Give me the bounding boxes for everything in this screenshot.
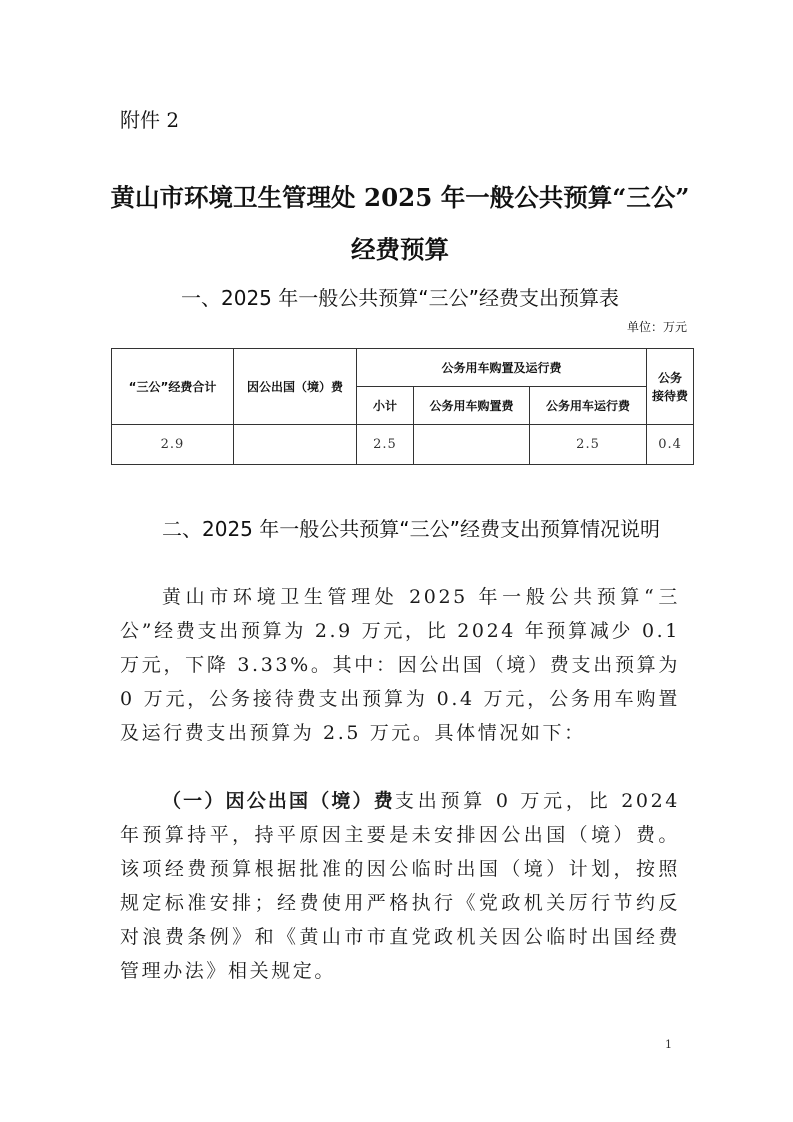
cell-vehicle-purchase — [414, 425, 530, 465]
cell-reception: 0.4 — [647, 425, 694, 465]
cell-overseas — [234, 425, 357, 465]
cell-vehicle-subtotal: 2.5 — [357, 425, 414, 465]
attachment-label: 附件 2 — [120, 108, 180, 132]
table-header-row — [112, 349, 694, 387]
unit-label: 单位：万元 — [626, 320, 687, 334]
cell-vehicle-operation: 2.5 — [530, 425, 647, 465]
paragraph-overseas-lead: （一）因公出国（境）费 — [162, 790, 395, 812]
cell-total: 2.9 — [112, 425, 234, 465]
header-vehicle-purchase: 公务用车购置费 — [414, 387, 530, 425]
header-vehicle-operation: 公务用车运行费 — [530, 387, 647, 425]
paragraph-summary: 黄山市环境卫生管理处 2025 年一般公共预算“三公”经费支出预算为 2.9 万元，比 2024 年预算减少 0.1 万元，下降 3.33%。其中：因公出国（境）费支出预算为 0 万元，公务接待费支出预算为 0.4 万元，公务用车购置及运行费支出预算为 2.5 万元。具体情况如下： — [120, 586, 680, 744]
header-vehicle-subtotal: 小计 — [357, 387, 414, 425]
document-title — [110, 172, 690, 276]
section2-heading: 二、2025 年一般公共预算“三公”经费支出预算情况说明 — [162, 517, 660, 541]
document-title-line2: 经费预算 — [351, 235, 449, 264]
header-vehicle-group: 公务用车购置及运行费 — [357, 349, 647, 387]
document-title-line1: 黄山市环境卫生管理处 2025 年一般公共预算“三公” — [110, 183, 690, 212]
table-row — [112, 425, 694, 465]
paragraph-overseas — [120, 784, 680, 988]
paragraph-overseas-body: 支出预算 0 万元，比 2024 年预算持平，持平原因主要是未安排因公出国（境）费。该项经费预算根据批准的因公临时出国（境）计划，按照规定标准安排；经费使用严格执行《党政机关厉行节约反对浪费条例》和《黄山市市直党政机关因公临时出国经费管理办法》相关规定。 — [120, 790, 680, 982]
page-number: 1 — [665, 1038, 672, 1051]
section1-heading: 一、2025 年一般公共预算“三公”经费支出预算表 — [181, 286, 619, 310]
header-reception-line1: 公务 — [658, 370, 683, 385]
header-total: “三公”经费合计 — [112, 349, 234, 425]
header-overseas: 因公出国（境）费 — [234, 349, 357, 425]
budget-table — [111, 348, 694, 465]
header-reception — [647, 349, 694, 425]
header-reception-line2: 接待费 — [652, 388, 689, 403]
